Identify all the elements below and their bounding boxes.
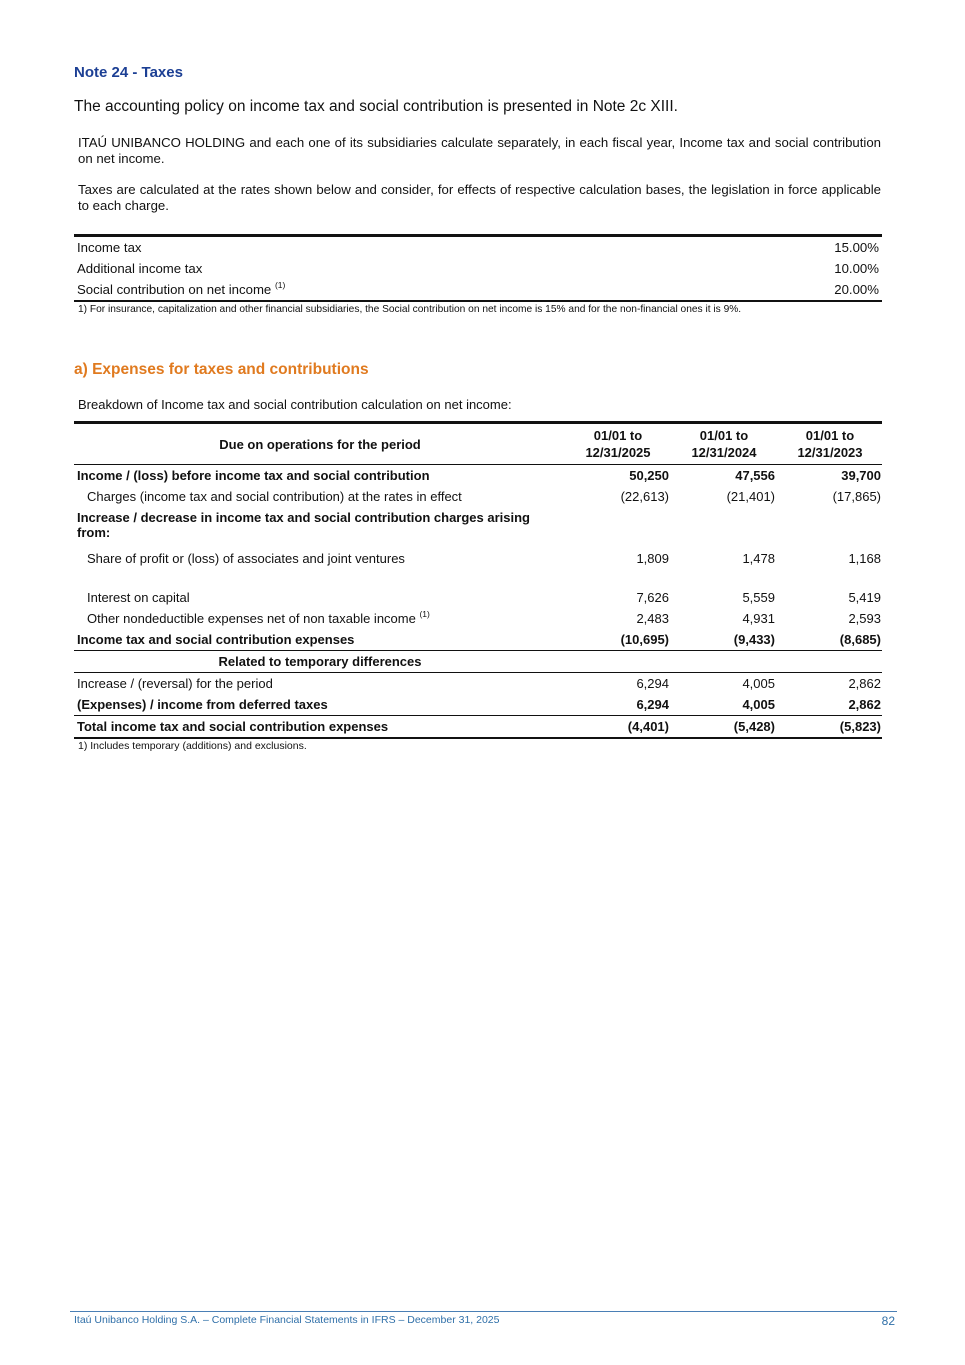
paragraph-rates: Taxes are calculated at the rates shown below and consider, for effects of respective calculation bases, the legislation in force applicable to each charge.: [78, 182, 881, 213]
table-row: Increase / decrease in income tax and social contribution charges arising from:: [77, 510, 530, 540]
table-header: [74, 423, 882, 465]
paragraph-calculation: ITAÚ UNIBANCO HOLDING and each one of its subsidiaries calculate separately, in each fiscal year, Income tax and social contribution on net income.: [78, 135, 881, 166]
header-label: Due on operations for the period: [74, 423, 564, 465]
rate-label: Social contribution on net income $^{(1)}$: [74, 279, 727, 301]
page-number: 82: [881, 1314, 895, 1328]
intro-text: The accounting policy on income tax and social contribution is presented in Note 2c XIII.: [74, 98, 678, 115]
table-row: Share of profit or (loss) of associates and joint ventures 1,809 1,478 1,168: [87, 551, 881, 566]
table-row: Interest on capital 7,626 5,559 5,419: [87, 590, 881, 605]
rate-label: Additional income tax: [77, 261, 203, 276]
footnote-marker: (1): [419, 608, 430, 619]
rate-value: 20.00%: [727, 279, 882, 301]
note-title: Note 24 - Taxes: [74, 64, 183, 81]
tax-rates-table: [74, 234, 882, 302]
table-row: Charges (income tax and social contribution) at the rates in effect (22,613) (21,401) (17,865): [87, 489, 881, 504]
table-total-row: Total income tax and social contribution expenses (4,401) (5,428) (5,823): [74, 716, 882, 739]
table-row: Increase / (reversal) for the period 6,294 4,005 2,862: [74, 673, 882, 695]
header-period-2023: 01/01 to 12/31/2023: [776, 423, 882, 465]
table-row: Income tax and social contribution expenses (10,695) (9,433) (8,685): [77, 632, 881, 647]
footer-divider: [70, 1311, 897, 1312]
table-row: Income / (loss) before income tax and social contribution 50,250 47,556 39,700: [77, 468, 881, 483]
footnote-marker: (1): [274, 279, 286, 290]
table-row: Other nondeductible expenses net of non taxable income $^{(1)}$ 2,483 4,931 2,593: [87, 608, 881, 626]
rate-value: 15.00%: [727, 236, 882, 259]
rate-row: [74, 279, 882, 301]
header-period-2025: 01/01 to 12/31/2025: [564, 423, 670, 465]
footer-text: Itaú Unibanco Holding S.A. – Complete Financial Statements in IFRS – December 31, 2025: [74, 1314, 500, 1326]
rate-label: Income tax: [74, 236, 727, 259]
header-period-2024: 01/01 to 12/31/2024: [670, 423, 776, 465]
table-footnote: 1) Includes temporary (additions) and exclusions.: [78, 740, 307, 752]
section-title: a) Expenses for taxes and contributions: [74, 361, 369, 378]
rate-row: [74, 236, 882, 259]
tax-expenses-table: [74, 421, 882, 739]
table-row: (Expenses) / income from deferred taxes 6,294 4,005 2,862: [77, 697, 881, 712]
breakdown-caption: Breakdown of Income tax and social contribution calculation on net income:: [78, 397, 512, 412]
rates-footnote: 1) For insurance, capitalization and other financial subsidiaries, the Social contribution on net income is 15% and for the non-financial ones it is 9%.: [78, 304, 742, 315]
table-subheader: Related to temporary differences: [74, 651, 882, 673]
rate-value: 10.00%: [834, 261, 879, 276]
rate-row: [74, 258, 882, 279]
